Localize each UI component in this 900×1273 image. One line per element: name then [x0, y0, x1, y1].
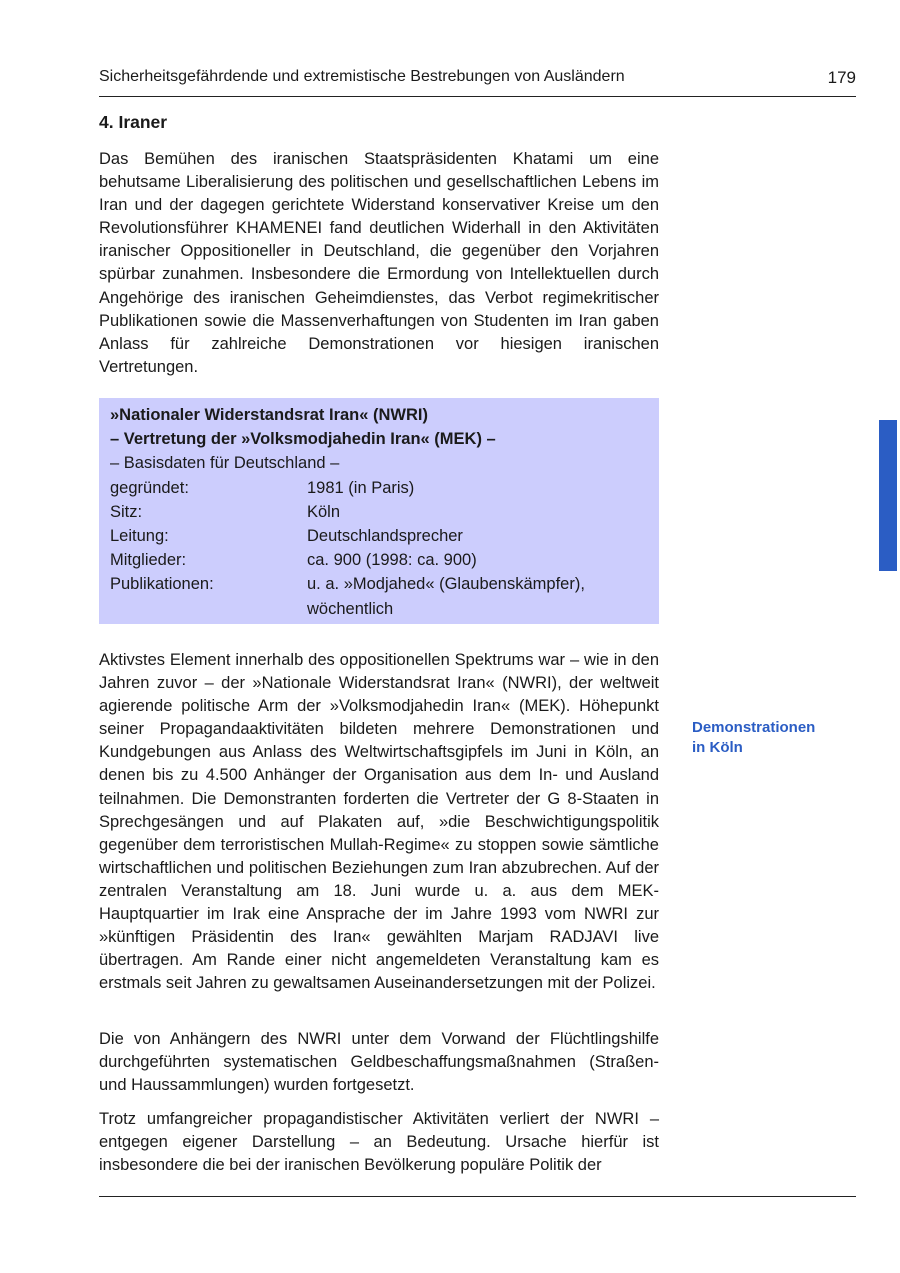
paragraph-intro [99, 148, 659, 379]
infobox-subtitle: – Basisdaten für Deutschland – [110, 454, 340, 473]
infobox-value: u. a. »Modjahed« (Glaubenskämpfer), wöchentlich [307, 575, 585, 618]
chapter-side-tab [879, 420, 897, 571]
paragraph-text: Die von Anhängern des NWRI unter dem Vorwand der Flüchtlingshilfe durchgeführten systematischen Geldbeschaffungsmaßnahmen (Straßen- und Haussammlungen) wurden fortgesetzt. [99, 1030, 659, 1095]
infobox-title-line2: – Vertretung der »Volksmodjahedin Iran« (MEK) – [110, 430, 496, 449]
infobox-row-leadership [110, 524, 648, 548]
margin-note [692, 718, 852, 758]
infobox-value: Deutschlandsprecher [307, 527, 463, 546]
infobox-value: ca. 900 (1998: ca. 900) [307, 551, 477, 570]
infobox-value: 1981 (in Paris) [307, 478, 415, 497]
paragraph-text: Das Bemühen des iranischen Staatspräsidenten Khatami um eine behutsame Liberalisierung des politischen und gesellschaftlichen Lebens im Iran und der dagegen gerichtete Widerstand konservativer Kreise um den Revolutionsführer KHAMENEI fand deutlichen Widerhall in den Aktivitäten iranischer Oppositioneller in Deutschland, die gegenüber den Vorjahren spürbar zunahmen. Insbesondere die Ermordung von Intellektuellen durch Angehörige des iranischen Geheimdienstes, das Verbot regimekritischer Publikationen sowie die Massenverhaftungen von Studenten im Iran gaben Anlass für zahlreiche Demonstrationen vor hiesigen iranischen Vertretungen. [99, 150, 659, 376]
infobox-row-founded [110, 476, 648, 500]
margin-note-line1: Demonstrationen [692, 719, 816, 736]
infobox-value: Köln [307, 502, 341, 521]
paragraph-nwri-activity [99, 649, 659, 995]
running-title: Sicherheitsgefährdende und extremistische Bestrebungen von Ausländern [99, 68, 625, 85]
infobox-label: Publikationen: [110, 575, 214, 594]
page-number: 179 [827, 68, 856, 87]
basic-data-infobox [99, 398, 659, 624]
infobox-label: Leitung: [110, 527, 169, 546]
infobox-label: Sitz: [110, 502, 143, 521]
infobox-label: Mitglieder: [110, 551, 187, 570]
infobox-row-publications [110, 572, 648, 620]
infobox-title-line1: »Nationaler Widerstandsrat Iran« (NWRI) [110, 406, 428, 424]
paragraph-text: Aktivstes Element innerhalb des oppositionellen Spektrums war – wie in den Jahren zuvor – der »Nationale Widerstandsrat Iran« (NWRI), der weltweit agierende politische Arm der »Volksmodjahedin Iran« (MEK). Höhepunkt seiner Propagandaaktivitäten bildeten mehrere Demonstrationen und Kundgebungen aus Anlass des Weltwirtschaftsgipfels im Juni in Köln, an denen bis zu 4.500 Anhänger der Organisation aus dem In- und Ausland teilnahmen. Die Demonstranten forderten die Vertreter der G 8-Staaten in Sprechgesängen und auf Plakaten auf, »die Beschwichtigungspolitik gegenüber dem terroristischen Mullah-Regime« zu stoppen sowie sämtliche wirtschaftlichen und politischen Beziehungen zum Iran abzubrechen. Auf der zentralen Veranstaltung am 18. Juni wurde u. a. aus dem MEK-Hauptquartier im Irak eine Ansprache der im Jahre 1993 vom NWRI zur »künftigen Präsidentin des Iran« gewählten Marjam RADJAVI live übertragen. Am Rande einer nicht angemeldeten Veranstaltung kam es erstmals seit Jahren zu gewaltsamen Auseinandersetzungen mit der Polizei. [99, 651, 659, 993]
paragraph-text: Trotz umfangreicher propagandistischer Aktivitäten verliert der NWRI – entgegen eigener Darstellung – an Bedeutung. Ursache hierfür ist insbesondere die bei der iranischen Bevölkerung populäre Politik der [99, 1110, 659, 1175]
margin-note-line2: in Köln [692, 739, 743, 756]
paragraph-decline [99, 1108, 659, 1177]
infobox-row-seat [110, 500, 648, 524]
infobox-label: gegründet: [110, 478, 189, 497]
footer-rule [99, 1196, 856, 1197]
paragraph-fundraising [99, 1028, 659, 1097]
section-title: 4. Iraner [99, 112, 168, 132]
infobox-row-members [110, 548, 648, 572]
page-header [99, 66, 856, 97]
